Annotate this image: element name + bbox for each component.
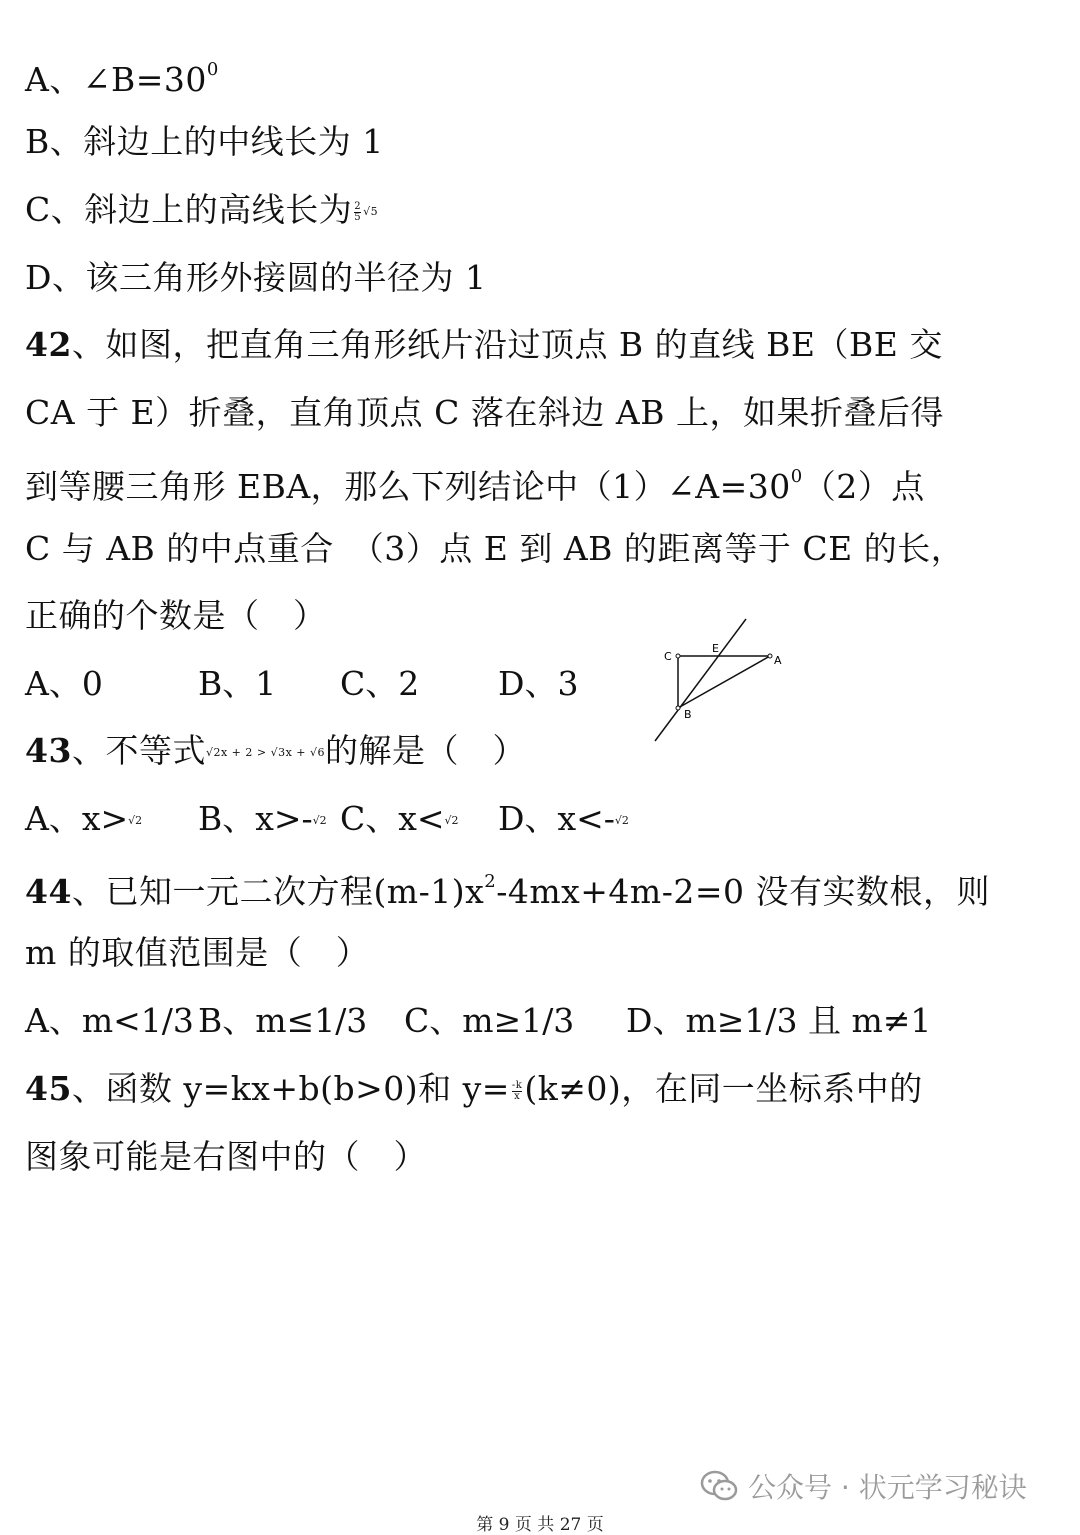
q45-line-1: 45、函数 y=kx+b(b>0)和 y= $\frac{-k}{x}$ (k≠0)，在同一坐标系中的 (25, 1069, 923, 1108)
point-a (768, 654, 772, 658)
q44-line-2: m 的取值范围是（ ） (25, 933, 370, 972)
point-b (676, 706, 680, 710)
page-footer: 第 9 页 共 27 页 (476, 1515, 604, 1535)
q41-option-d: D、该三角形外接圆的半径为 1 (25, 258, 487, 297)
wechat-icon (700, 1470, 738, 1502)
q42-line-1: 42、如图，把直角三角形纸片沿过顶点 B 的直线 BE（BE 交 (25, 325, 943, 364)
q43-option-c: C、x<√2 (340, 799, 459, 838)
q42-line-5: 正确的个数是（ ） (25, 596, 327, 635)
q42-line-4: C 与 AB 的中点重合 （3）点 E 到 AB 的距离等于 CE 的长， (25, 529, 965, 568)
q42-option-c: C、2 (340, 664, 420, 703)
watermark (700, 1466, 1027, 1506)
q43-option-a: A、x>√2 (25, 799, 143, 838)
q42-option-b: B、1 (198, 664, 277, 703)
q44-option-b: B、m≤1/3 (198, 1001, 368, 1040)
fold-line-be (655, 619, 746, 741)
q41-option-a: A、$\angle B=30^0$ (25, 59, 219, 99)
q44-option-a: A、m<1/3 (25, 1001, 194, 1040)
segment-ab (678, 656, 770, 708)
label-a: A (774, 654, 782, 667)
watermark-text: 公众号 · 状元学习秘诀 (748, 1471, 1027, 1504)
triangle-figure (648, 612, 788, 744)
q43-option-b: B、x>-√2 (198, 799, 327, 838)
label-b: B (684, 708, 692, 721)
q43-stem: 43、不等式√2x + 2 > √3x + √6的解是（ ） (25, 731, 526, 770)
label-e: E (712, 642, 719, 655)
label-c: C (664, 650, 672, 663)
q45-line-2: 图象可能是右图中的（ ） (25, 1137, 427, 1176)
fraction: $\frac{2}{5}$ (354, 200, 362, 223)
q44-line-1: 44、已知一元二次方程$(m-1)x^2-4mx+4m-2=0$ 没有实数根，则 (25, 871, 990, 911)
q44-option-d: D、m≥1/3 且 m≠1 (626, 1001, 932, 1040)
q43-option-d: D、x<-√2 (498, 799, 629, 838)
q41-option-c: C、斜边上的高线长为 $\frac{2}{5}$ √5 (25, 190, 379, 229)
q42-option-d: D、3 (498, 664, 579, 703)
q42-line-3: 到等腰三角形 EBA，那么下列结论中$(1)\angle A=30^0(2)$点 (25, 466, 925, 506)
q42-line-2: CA 于 E）折叠，直角顶点 C 落在斜边 AB 上，如果折叠后得 (25, 393, 944, 432)
q41-option-b: B、斜边上的中线长为 1 (25, 122, 384, 161)
q44-option-c: C、m≥1/3 (404, 1001, 575, 1040)
q42-option-a: A、0 (25, 664, 103, 703)
fraction: $\frac{-k}{x}$ (511, 1079, 523, 1102)
point-c (676, 654, 680, 658)
